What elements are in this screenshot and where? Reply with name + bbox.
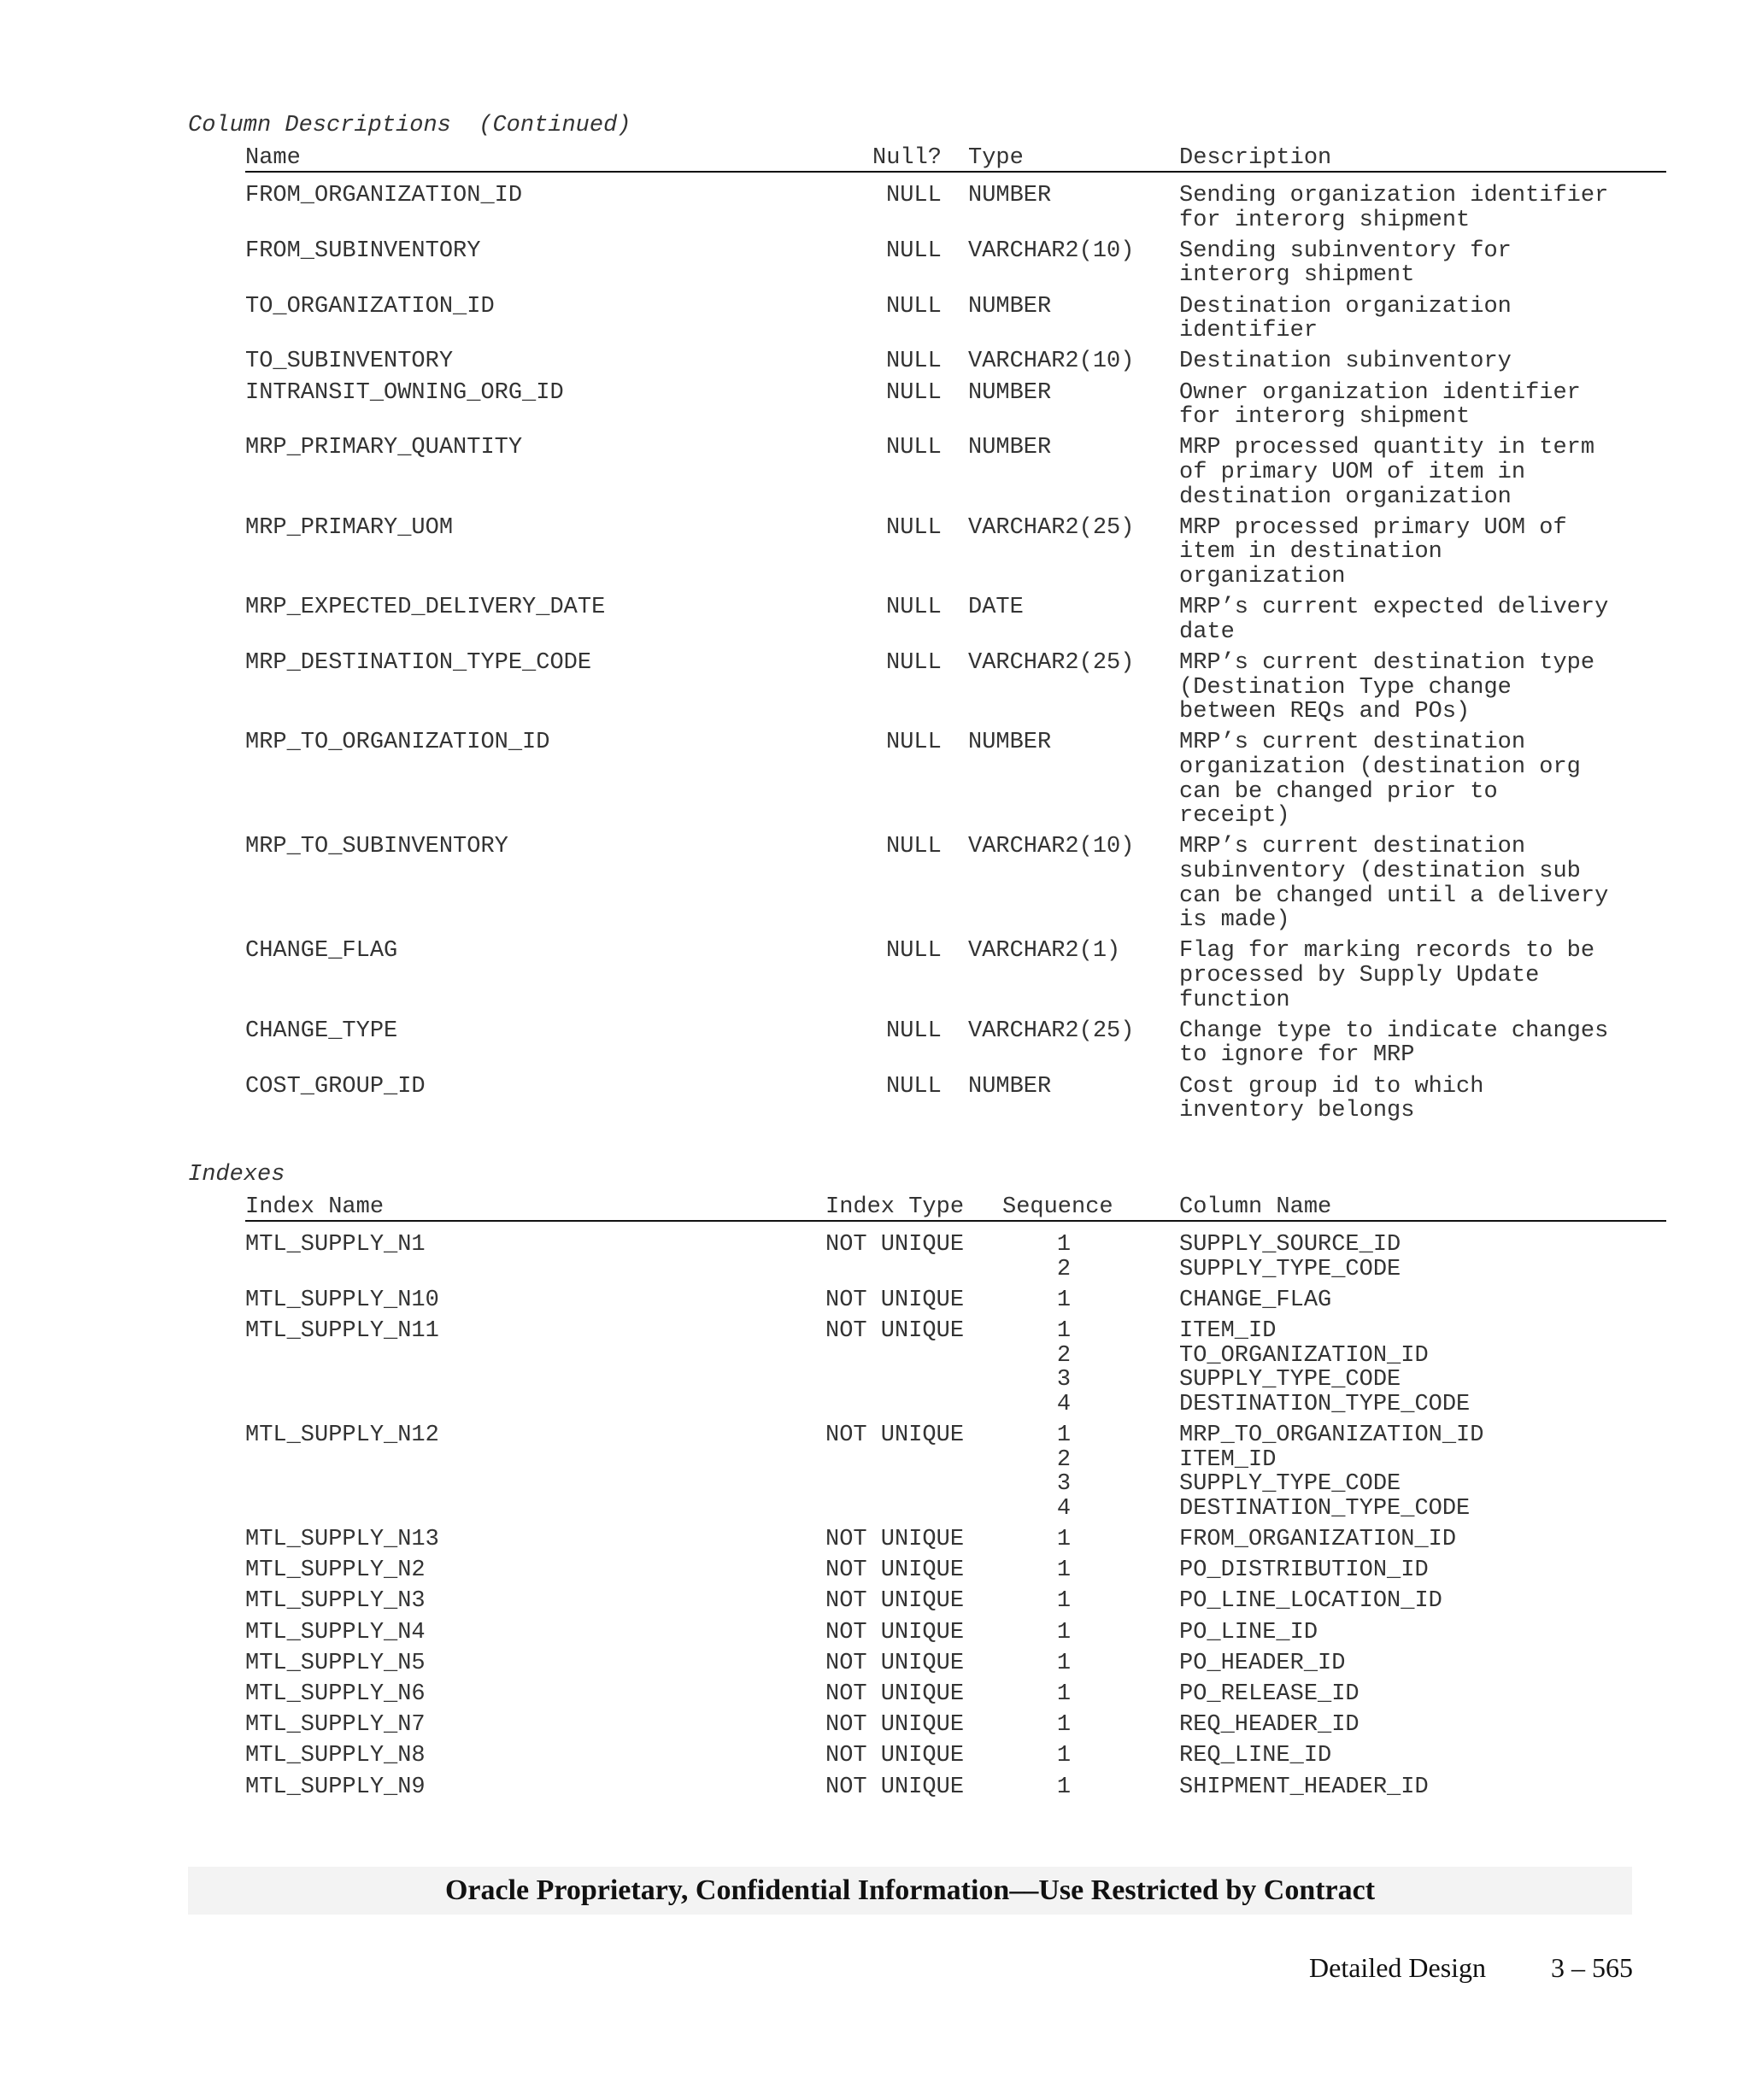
index-sequence: 1 [1056,1774,1072,1800]
index-type: NOT UNIQUE [825,1232,965,1258]
index-type: NOT UNIQUE [825,1681,965,1707]
indexes-title: Indexes [188,1162,285,1188]
index-column-name: MRP_TO_ORGANIZATION_ID ITEM_ID SUPPLY_TYPE_CODE DESTINATION_TYPE_CODE [1179,1422,1484,1522]
column-description: MRP’s current destination subinventory (destination sub can be changed until a delivery is made) [1179,834,1609,934]
column-type: VARCHAR2(25) [968,1018,1135,1044]
column-null: NULL [886,834,942,860]
confidential-notice: Oracle Proprietary, Confidential Information––Use Restricted by Contract [444,1874,1376,1906]
idx-header-column-name: Column Name [1179,1194,1332,1220]
index-sequence: 1 [1056,1588,1072,1615]
index-sequence: 1 2 3 4 [1056,1318,1072,1417]
index-type: NOT UNIQUE [825,1588,965,1615]
index-sequence: 1 [1056,1287,1072,1313]
column-type: VARCHAR2(25) [968,514,1135,541]
index-name: MTL_SUPPLY_N4 [245,1619,426,1645]
column-description: Sending organization identifier for interorg shipment [1179,183,1609,233]
idx-header-index-name: Index Name [245,1194,385,1220]
column-type: NUMBER [968,379,1052,406]
index-name: MTL_SUPPLY_N10 [245,1287,439,1313]
column-null: NULL [886,1073,942,1100]
index-type: NOT UNIQUE [825,1712,965,1739]
index-sequence: 1 2 [1056,1232,1072,1282]
page-number: 3 – 565 [1551,1952,1633,1983]
column-type: DATE [968,595,1024,621]
index-sequence: 1 [1056,1527,1072,1552]
column-name: CHANGE_TYPE [245,1018,398,1044]
index-type: NOT UNIQUE [825,1287,965,1313]
column-null: NULL [886,595,942,621]
column-description: MRP’s current expected delivery date [1179,595,1609,645]
index-type: NOT UNIQUE [825,1318,965,1344]
index-name: MTL_SUPPLY_N9 [245,1774,426,1800]
column-type: NUMBER [968,1073,1052,1100]
column-name: CHANGE_FLAG [245,938,398,965]
column-null: NULL [886,349,942,375]
column-description: MRP’s current destination organization (destination org can be changed prior to receipt) [1179,730,1581,830]
index-sequence: 1 [1056,1650,1072,1676]
column-description: Flag for marking records to be processed by Supply Update function [1179,938,1595,1013]
column-name: TO_SUBINVENTORY [245,349,454,375]
column-description: MRP’s current destination type (Destination Type change between REQs and POs) [1179,650,1595,725]
column-type: NUMBER [968,183,1052,208]
index-column-name: FROM_ORGANIZATION_ID [1179,1527,1457,1552]
section-name: Detailed Design [1309,1952,1487,1983]
index-name: MTL_SUPPLY_N6 [245,1681,426,1707]
column-null: NULL [886,379,942,406]
index-sequence: 1 2 3 4 [1056,1422,1072,1522]
index-column-name: PO_LINE_ID [1179,1619,1318,1645]
index-type: NOT UNIQUE [825,1774,965,1800]
index-type: NOT UNIQUE [825,1422,965,1448]
column-type: NUMBER [968,730,1052,756]
column-name: MRP_PRIMARY_UOM [245,514,454,541]
index-name: MTL_SUPPLY_N2 [245,1557,426,1584]
index-name: MTL_SUPPLY_N3 [245,1588,426,1615]
column-null: NULL [886,183,942,208]
index-column-name: PO_RELEASE_ID [1179,1681,1359,1707]
column-type: VARCHAR2(25) [968,650,1135,676]
index-column-name: SHIPMENT_HEADER_ID [1179,1774,1429,1800]
column-type: NUMBER [968,293,1052,320]
col-header-name: Name [245,145,301,171]
index-column-name: PO_LINE_LOCATION_ID [1179,1588,1442,1615]
column-description: Destination subinventory [1179,349,1512,375]
col-header-null: Null? [872,145,943,171]
column-name: MRP_EXPECTED_DELIVERY_DATE [245,595,606,621]
index-column-name: SUPPLY_SOURCE_ID SUPPLY_TYPE_CODE [1179,1232,1401,1282]
column-description: MRP processed quantity in term of primary UOM of item in destination organization [1179,435,1595,510]
column-type: VARCHAR2(1) [968,938,1121,965]
index-name: MTL_SUPPLY_N7 [245,1712,426,1739]
column-description: Destination organization identifier [1179,293,1512,344]
column-name: MRP_TO_SUBINVENTORY [245,834,508,860]
column-null: NULL [886,650,942,676]
column-null: NULL [886,938,942,965]
index-header-rule [245,1220,1666,1222]
index-name: MTL_SUPPLY_N12 [245,1422,439,1448]
index-sequence: 1 [1056,1681,1072,1707]
index-sequence: 1 [1056,1557,1072,1584]
index-column-name: PO_DISTRIBUTION_ID [1179,1557,1429,1584]
column-header-rule [245,171,1666,173]
col-header-type: Type [968,145,1024,171]
index-name: MTL_SUPPLY_N1 [245,1232,426,1258]
index-column-name: ITEM_ID TO_ORGANIZATION_ID SUPPLY_TYPE_CODE DESTINATION_TYPE_CODE [1179,1318,1471,1417]
column-null: NULL [886,730,942,756]
index-type: NOT UNIQUE [825,1743,965,1769]
column-null: NULL [886,1018,942,1044]
column-null: NULL [886,293,942,320]
column-null: NULL [886,514,942,541]
column-description: Change type to indicate changes to ignore for MRP [1179,1018,1609,1069]
column-name: MRP_PRIMARY_QUANTITY [245,435,523,461]
index-sequence: 1 [1056,1619,1072,1645]
index-column-name: REQ_LINE_ID [1179,1743,1332,1769]
col-header-description: Description [1179,145,1332,171]
index-column-name: REQ_HEADER_ID [1179,1712,1359,1739]
column-type: VARCHAR2(10) [968,834,1135,860]
column-type: VARCHAR2(10) [968,349,1135,375]
column-name: TO_ORGANIZATION_ID [245,293,495,320]
column-description: MRP processed primary UOM of item in destination organization [1179,514,1567,590]
column-name: INTRANSIT_OWNING_ORG_ID [245,379,564,406]
index-name: MTL_SUPPLY_N8 [245,1743,426,1769]
column-type: NUMBER [968,435,1052,461]
index-type: NOT UNIQUE [825,1650,965,1676]
column-type: VARCHAR2(10) [968,238,1135,264]
index-name: MTL_SUPPLY_N5 [245,1650,426,1676]
column-descriptions-title: Column Descriptions (Continued) [188,113,631,138]
column-name: MRP_DESTINATION_TYPE_CODE [245,650,592,676]
index-name: MTL_SUPPLY_N11 [245,1318,439,1344]
idx-header-index-type: Index Type [825,1194,965,1220]
column-name: COST_GROUP_ID [245,1073,426,1100]
column-description: Owner organization identifier for interorg shipment [1179,379,1581,431]
index-sequence: 1 [1056,1712,1072,1739]
column-name: MRP_TO_ORGANIZATION_ID [245,730,550,756]
index-name: MTL_SUPPLY_N13 [245,1527,439,1552]
column-null: NULL [886,435,942,461]
column-name: FROM_ORGANIZATION_ID [245,183,523,208]
column-null: NULL [886,238,942,264]
index-type: NOT UNIQUE [825,1619,965,1645]
idx-header-sequence: Sequence [1002,1194,1113,1220]
column-description: Cost group id to which inventory belongs [1179,1073,1484,1124]
column-name: FROM_SUBINVENTORY [245,238,481,264]
index-type: NOT UNIQUE [825,1557,965,1584]
index-column-name: CHANGE_FLAG [1179,1287,1332,1313]
index-sequence: 1 [1056,1743,1072,1769]
index-column-name: PO_HEADER_ID [1179,1650,1346,1676]
column-description: Sending subinventory for interorg shipment [1179,238,1512,289]
index-type: NOT UNIQUE [825,1527,965,1552]
